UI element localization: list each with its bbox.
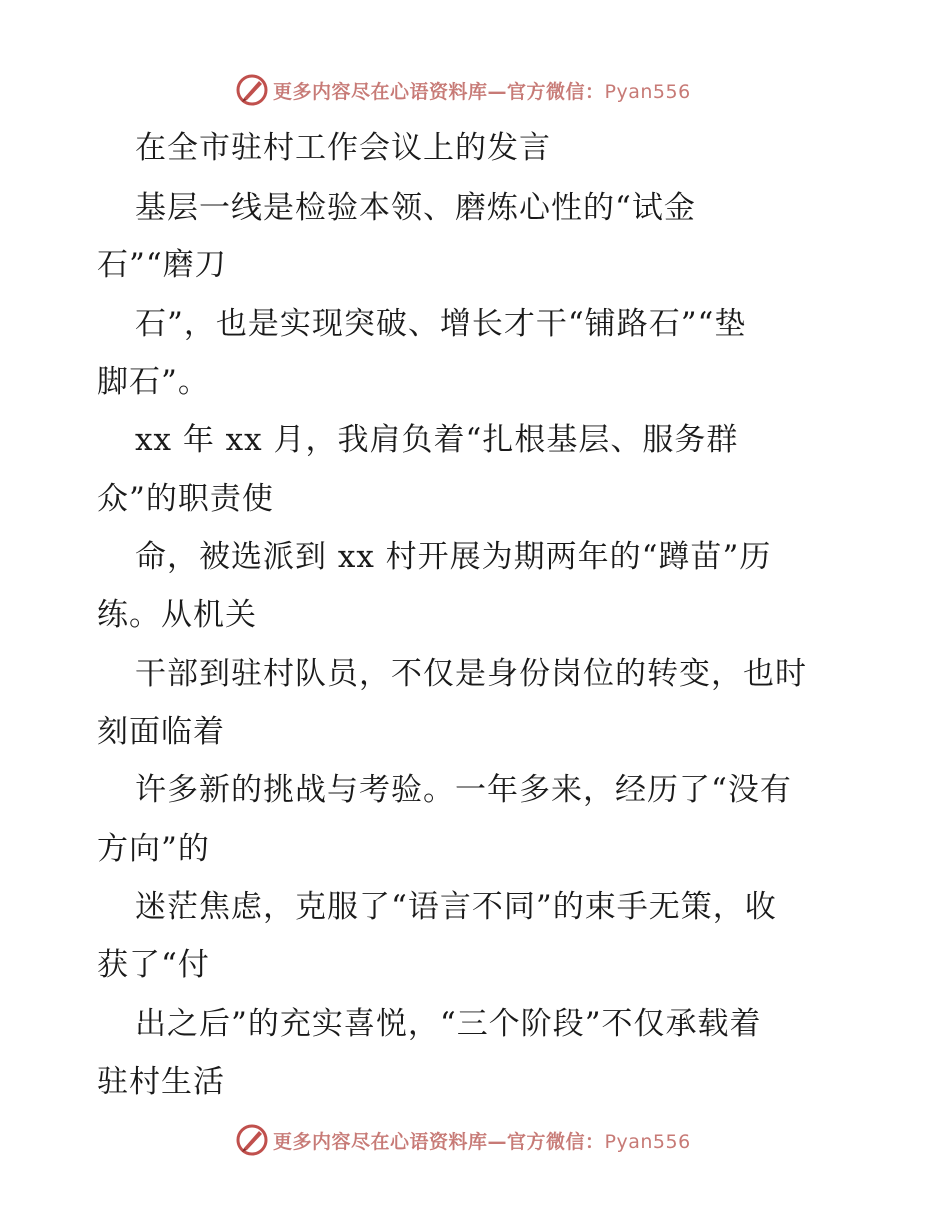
paragraph-line: 驻村生活 <box>97 1064 225 1100</box>
paragraph-line: 许多新的挑战与考验。一年多来，经历了“没有 <box>135 772 792 808</box>
paragraph-line: 获了“付 <box>97 947 210 983</box>
paragraph-line: xx 年 xx 月，我肩负着“扎根基层、服务群 <box>135 422 739 458</box>
watermark-text-cn: 更多内容尽在心语资料库—官方微信： <box>273 1130 605 1153</box>
watermark-text-cn: 更多内容尽在心语资料库—官方微信： <box>273 80 605 103</box>
watermark-text-id: Pyan556 <box>604 80 691 103</box>
paragraph-line: 干部到驻村队员，不仅是身份岗位的转变，也时 <box>135 656 807 692</box>
document-title: 在全市驻村工作会议上的发言 <box>135 130 551 166</box>
paragraph-line: 出之后”的充实喜悦，“三个阶段”不仅承载着 <box>135 1006 762 1042</box>
paragraph-line: 基层一线是检验本领、磨炼心性的“试金 <box>135 190 696 226</box>
paragraph-line: 迷茫焦虑，克服了“语言不同”的束手无策，收 <box>135 889 777 925</box>
pen-logo-icon <box>235 1123 269 1157</box>
paragraph-line: 石”“磨刀 <box>97 247 227 283</box>
paragraph-line: 脚石”。 <box>97 364 210 400</box>
paragraph-line: 方向”的 <box>97 831 210 867</box>
watermark-text <box>273 1127 691 1154</box>
paragraph-line: 命，被选派到 xx 村开展为期两年的“蹲苗”历 <box>135 539 772 575</box>
paragraph-line: 练。从机关 <box>97 597 257 633</box>
watermark-text-id: Pyan556 <box>604 1130 691 1153</box>
paragraph-line: 刻面临着 <box>97 714 225 750</box>
paragraph-line: 石”，也是实现突破、增长才干“铺路石”“垫 <box>135 306 747 342</box>
paragraph-line: 众”的职责使 <box>97 481 274 517</box>
watermark-footer <box>235 1122 715 1158</box>
